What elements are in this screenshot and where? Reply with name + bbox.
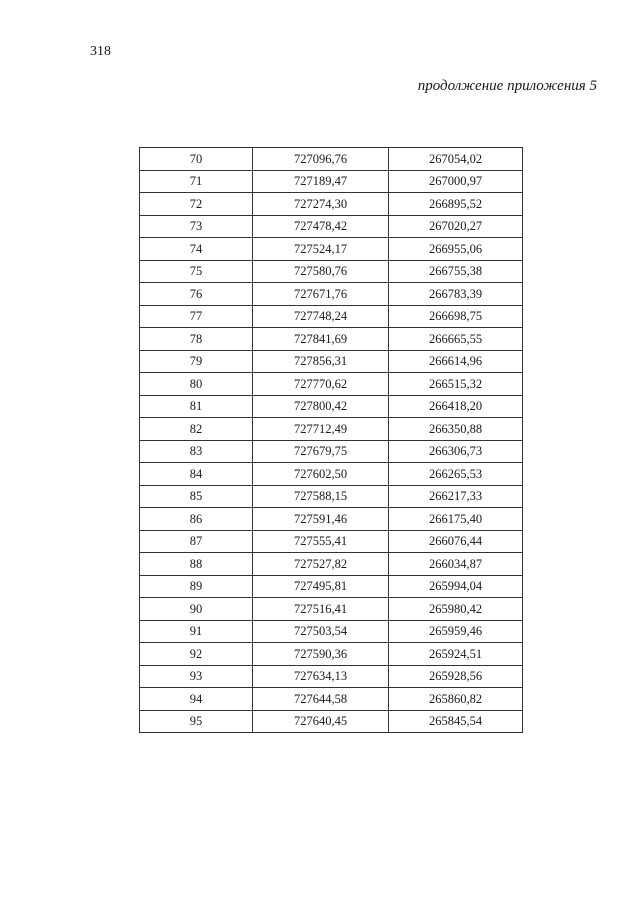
y-coordinate-cell: 266217,33 <box>389 485 523 508</box>
x-coordinate-cell: 727634,13 <box>253 665 389 688</box>
y-coordinate-cell: 267000,97 <box>389 170 523 193</box>
table-row <box>140 463 523 486</box>
x-coordinate-cell: 727588,15 <box>253 485 389 508</box>
table-row <box>140 665 523 688</box>
coordinates-table-body <box>140 148 523 733</box>
y-coordinate-cell: 266306,73 <box>389 440 523 463</box>
x-coordinate-cell: 727516,41 <box>253 598 389 621</box>
point-number-cell: 77 <box>140 305 253 328</box>
point-number-cell: 90 <box>140 598 253 621</box>
y-coordinate-cell: 267054,02 <box>389 148 523 171</box>
point-number-cell: 71 <box>140 170 253 193</box>
table-row <box>140 485 523 508</box>
point-number-cell: 87 <box>140 530 253 553</box>
point-number-cell: 81 <box>140 395 253 418</box>
point-number-cell: 86 <box>140 508 253 531</box>
y-coordinate-cell: 265959,46 <box>389 620 523 643</box>
point-number-cell: 82 <box>140 418 253 441</box>
point-number-cell: 93 <box>140 665 253 688</box>
y-coordinate-cell: 266955,06 <box>389 238 523 261</box>
point-number-cell: 73 <box>140 215 253 238</box>
x-coordinate-cell: 727591,46 <box>253 508 389 531</box>
page-number: 318 <box>90 44 111 59</box>
coordinates-table <box>139 147 523 733</box>
point-number-cell: 88 <box>140 553 253 576</box>
x-coordinate-cell: 727770,62 <box>253 373 389 396</box>
y-coordinate-cell: 266614,96 <box>389 350 523 373</box>
point-number-cell: 80 <box>140 373 253 396</box>
x-coordinate-cell: 727640,45 <box>253 710 389 733</box>
x-coordinate-cell: 727555,41 <box>253 530 389 553</box>
y-coordinate-cell: 266350,88 <box>389 418 523 441</box>
table-row <box>140 350 523 373</box>
x-coordinate-cell: 727841,69 <box>253 328 389 351</box>
table-row <box>140 238 523 261</box>
y-coordinate-cell: 266175,40 <box>389 508 523 531</box>
x-coordinate-cell: 727712,49 <box>253 418 389 441</box>
point-number-cell: 94 <box>140 688 253 711</box>
table-row <box>140 193 523 216</box>
y-coordinate-cell: 265928,56 <box>389 665 523 688</box>
table-row <box>140 598 523 621</box>
y-coordinate-cell: 266034,87 <box>389 553 523 576</box>
table-row <box>140 440 523 463</box>
x-coordinate-cell: 727524,17 <box>253 238 389 261</box>
x-coordinate-cell: 727679,75 <box>253 440 389 463</box>
table-row <box>140 553 523 576</box>
x-coordinate-cell: 727602,50 <box>253 463 389 486</box>
y-coordinate-cell: 266515,32 <box>389 373 523 396</box>
x-coordinate-cell: 727527,82 <box>253 553 389 576</box>
point-number-cell: 95 <box>140 710 253 733</box>
table-row <box>140 575 523 598</box>
y-coordinate-cell: 266076,44 <box>389 530 523 553</box>
table-row <box>140 688 523 711</box>
y-coordinate-cell: 266755,38 <box>389 260 523 283</box>
x-coordinate-cell: 727274,30 <box>253 193 389 216</box>
x-coordinate-cell: 727096,76 <box>253 148 389 171</box>
y-coordinate-cell: 266665,55 <box>389 328 523 351</box>
y-coordinate-cell: 265924,51 <box>389 643 523 666</box>
table-row <box>140 215 523 238</box>
x-coordinate-cell: 727478,42 <box>253 215 389 238</box>
point-number-cell: 84 <box>140 463 253 486</box>
table-row <box>140 508 523 531</box>
table-row <box>140 395 523 418</box>
y-coordinate-cell: 267020,27 <box>389 215 523 238</box>
point-number-cell: 91 <box>140 620 253 643</box>
table-row <box>140 418 523 441</box>
x-coordinate-cell: 727856,31 <box>253 350 389 373</box>
table-row <box>140 710 523 733</box>
point-number-cell: 72 <box>140 193 253 216</box>
point-number-cell: 85 <box>140 485 253 508</box>
y-coordinate-cell: 265994,04 <box>389 575 523 598</box>
table-row <box>140 530 523 553</box>
x-coordinate-cell: 727644,58 <box>253 688 389 711</box>
table-row <box>140 170 523 193</box>
x-coordinate-cell: 727495,81 <box>253 575 389 598</box>
point-number-cell: 78 <box>140 328 253 351</box>
table-row <box>140 620 523 643</box>
table-row <box>140 260 523 283</box>
x-coordinate-cell: 727800,42 <box>253 395 389 418</box>
y-coordinate-cell: 266418,20 <box>389 395 523 418</box>
running-head: продолжение приложения 5 <box>417 78 597 94</box>
point-number-cell: 89 <box>140 575 253 598</box>
x-coordinate-cell: 727748,24 <box>253 305 389 328</box>
point-number-cell: 76 <box>140 283 253 306</box>
y-coordinate-cell: 266265,53 <box>389 463 523 486</box>
table-row <box>140 643 523 666</box>
y-coordinate-cell: 266895,52 <box>389 193 523 216</box>
x-coordinate-cell: 727671,76 <box>253 283 389 306</box>
point-number-cell: 79 <box>140 350 253 373</box>
point-number-cell: 70 <box>140 148 253 171</box>
y-coordinate-cell: 266698,75 <box>389 305 523 328</box>
x-coordinate-cell: 727503,54 <box>253 620 389 643</box>
y-coordinate-cell: 265845,54 <box>389 710 523 733</box>
point-number-cell: 92 <box>140 643 253 666</box>
x-coordinate-cell: 727590,36 <box>253 643 389 666</box>
x-coordinate-cell: 727189,47 <box>253 170 389 193</box>
point-number-cell: 75 <box>140 260 253 283</box>
table-row <box>140 148 523 171</box>
point-number-cell: 83 <box>140 440 253 463</box>
table-row <box>140 305 523 328</box>
table-row <box>140 373 523 396</box>
table-row <box>140 283 523 306</box>
y-coordinate-cell: 265980,42 <box>389 598 523 621</box>
x-coordinate-cell: 727580,76 <box>253 260 389 283</box>
table-row <box>140 328 523 351</box>
y-coordinate-cell: 266783,39 <box>389 283 523 306</box>
y-coordinate-cell: 265860,82 <box>389 688 523 711</box>
point-number-cell: 74 <box>140 238 253 261</box>
